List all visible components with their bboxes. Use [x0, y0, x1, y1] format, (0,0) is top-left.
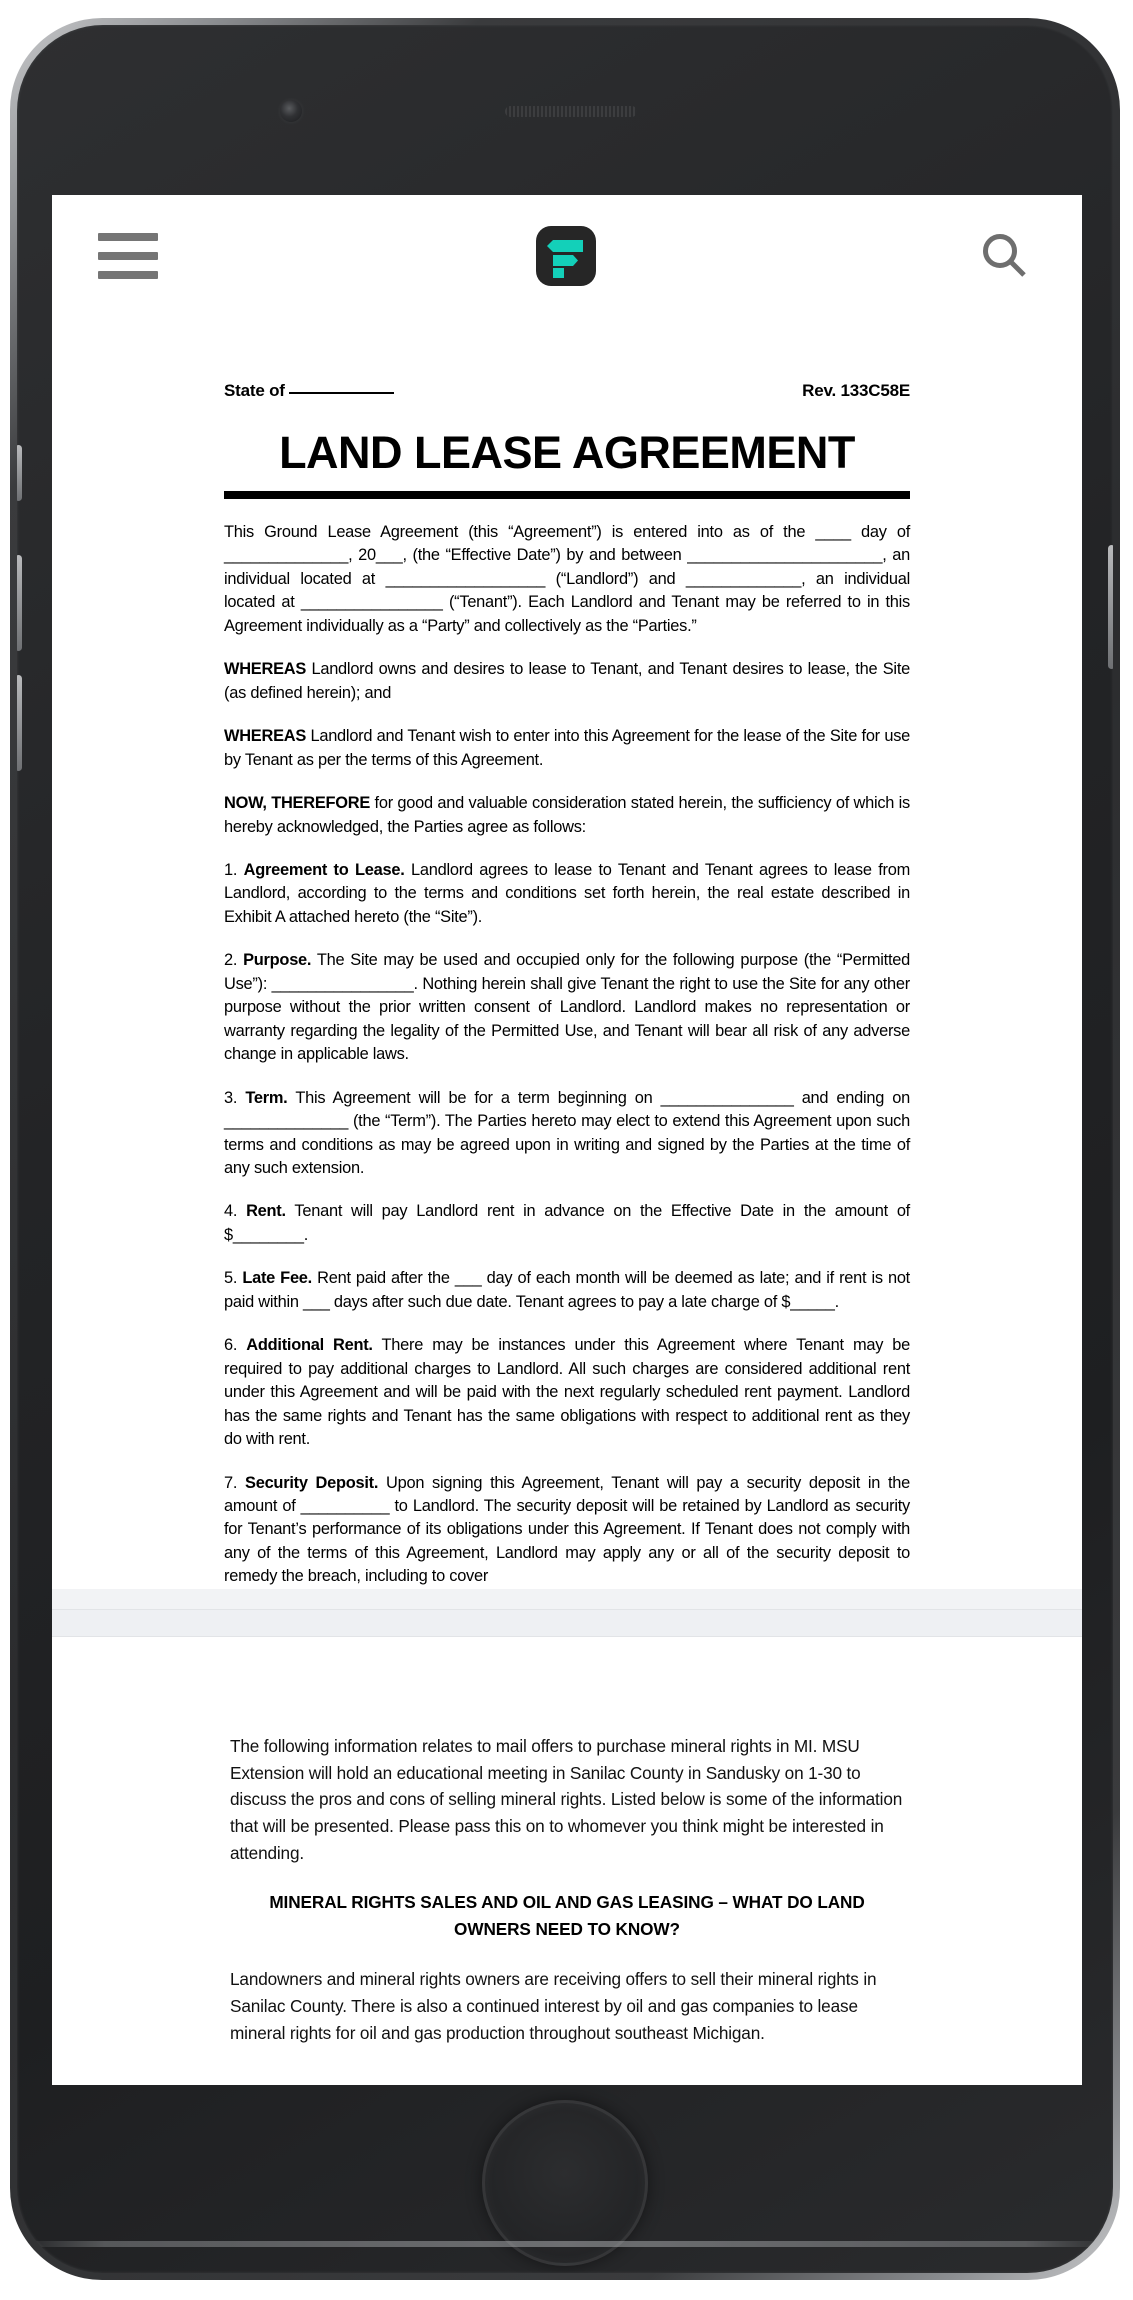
- section-2: [224, 949, 910, 1066]
- document-meta-row: [224, 381, 910, 401]
- section-4-heading: Rent.: [246, 1202, 286, 1221]
- title-divider: [224, 491, 910, 499]
- page-break-gap: [52, 1609, 1082, 1637]
- whereas-2-label: WHEREAS: [224, 727, 307, 746]
- app-header: [52, 195, 1082, 317]
- document-scroll-area[interactable]: [52, 317, 1082, 2085]
- logo-bar-middle: [553, 255, 578, 266]
- section-3: [224, 1087, 910, 1181]
- document-body: [224, 521, 910, 1589]
- document-page-1: [52, 317, 1082, 1589]
- earpiece-speaker: [505, 106, 637, 117]
- section-1-heading: Agreement to Lease.: [243, 860, 405, 879]
- section-7: [224, 1472, 910, 1589]
- section-7-heading: Security Deposit.: [245, 1473, 379, 1492]
- section-6-heading: Additional Rent.: [246, 1336, 373, 1355]
- logo-bar-stem: [553, 268, 564, 278]
- state-of-blank: [289, 392, 394, 394]
- section-3-heading: Term.: [245, 1088, 288, 1107]
- section-6-number: 6.: [224, 1336, 238, 1355]
- whereas-1-label: WHEREAS: [224, 660, 307, 679]
- whereas-clause-1: [224, 658, 910, 705]
- page-title: LAND LEASE AGREEMENT: [279, 427, 855, 478]
- section-3-text: This Agreement will be for a term beginning on _______________ and ending on ______________ (the “Term”). The Parties hereto may elect to extend this Agreement upon such terms and conditions as may be agreed upon in writing and signed by the Parties at the time of any such extension.: [224, 1088, 911, 1177]
- section-4-number: 4.: [224, 1202, 238, 1221]
- now-therefore-label: NOW, THEREFORE: [224, 794, 371, 813]
- now-therefore-clause: [224, 792, 910, 839]
- section-3-number: 3.: [224, 1088, 238, 1107]
- section-4: [224, 1200, 910, 1247]
- hamburger-line-1: [98, 233, 158, 241]
- volume-down-button[interactable]: [17, 675, 22, 771]
- hamburger-line-3: [98, 271, 158, 279]
- section-6-text: There may be instances under this Agreement where Tenant may be required to pay additional charges to Landlord. All such charges are considered additional rent under this Agreement and will be paid with the next regularly scheduled rent payment. Landlord has the same rights and Tenant has the same obligations with respect to additional rent as they do with rent.: [224, 1336, 910, 1449]
- revision-code: Rev. 133C58E: [802, 381, 910, 400]
- section-1-number: 1.: [224, 860, 238, 879]
- whereas-1-text: Landlord owns and desires to lease to Tenant, and Tenant desires to lease, the Site (as defined herein); and: [224, 660, 910, 702]
- silent-switch[interactable]: [17, 445, 22, 501]
- section-5: [224, 1267, 910, 1314]
- hamburger-menu-icon[interactable]: [98, 233, 158, 279]
- section-2-number: 2.: [224, 951, 238, 970]
- intro-paragraph: This Ground Lease Agreement (this “Agreement”) is entered into as of the ____ day of ______________, 20___, (the “Effective Date”) by and between ______________________, an individual located at __________________ (“Landlord”) and _____________, an individual located at ________________ (“Tenant”). Each Landlord and Tenant may be referred to in this Agreement individually as a “Party” and collectively as the “Parties.”: [224, 523, 910, 635]
- section-7-text: Upon signing this Agreement, Tenant will pay a security deposit in the amount of __________ to Landlord. The security deposit will be retained by Landlord as security for Tenant’s performance of its obligations under this Agreement. If Tenant does not comply with any of the terms of this Agreement, Landlord may apply any or all of the security deposit to remedy the breach, including to cover: [224, 1473, 910, 1586]
- section-1: [224, 859, 910, 929]
- document-page-2: [52, 1637, 1082, 2085]
- mineral-body-paragraph: Landowners and mineral rights owners are receiving offers to sell their mineral rights in Sanilac County. There is also a continued interest by oil and gas companies to lease mineral rights for oil and gas production throughout southeast Michigan.: [230, 1969, 877, 2043]
- state-of-label: State of: [224, 381, 285, 400]
- phone-screen: [52, 195, 1082, 2085]
- section-5-heading: Late Fee.: [242, 1269, 312, 1288]
- logo-bar-top: [547, 240, 583, 252]
- state-of-field: [224, 381, 394, 401]
- section-2-heading: Purpose.: [243, 951, 312, 970]
- section-2-text: The Site may be used and occupied only for the following purpose (the “Permitted Use”): ________________. Nothing herein shall give Tenant the right to use the Site for any other purpose without the prior written consent of Landlord. Landlord makes no representation or warranty regarding the legality of the Permitted Use, and Tenant will bear all risk of any adverse change in applicable laws.: [224, 951, 910, 1064]
- section-7-number: 7.: [224, 1473, 238, 1492]
- section-6: [224, 1334, 910, 1451]
- section-4-text: Tenant will pay Landlord rent in advance on the Effective Date in the amount of $________.: [224, 1202, 910, 1244]
- section-1-text: Landlord agrees to lease to Tenant and Tenant agrees to lease from Landlord, according to the terms and conditions set forth herein, the real estate described in Exhibit A attached hereto (the “Site”).: [224, 860, 911, 926]
- volume-up-button[interactable]: [17, 555, 22, 651]
- mineral-intro-paragraph: The following information relates to mail offers to purchase mineral rights in MI. MSU Extension will hold an educational meeting in Sanilac County in Sandusky on 1-30 to discuss the pros and cons of selling mineral rights. Listed below is some of the information that will be presented. Please pass this on to whomever you think might be interested in attending.: [230, 1735, 903, 1864]
- now-therefore-text: for good and valuable consideration stated herein, the sufficiency of which is hereby acknowledged, the Parties agree as follows:: [224, 794, 910, 836]
- hamburger-line-2: [98, 252, 158, 260]
- section-5-text: Rent paid after the ___ day of each month will be deemed as late; and if rent is not paid within ___ days after such due date. Tenant agrees to pay a late charge of $_____.: [224, 1269, 910, 1311]
- mineral-rights-heading: MINERAL RIGHTS SALES AND OIL AND GAS LEASING – WHAT DO LAND OWNERS NEED TO KNOW?: [269, 1891, 865, 1939]
- formswift-f-logo[interactable]: [536, 226, 596, 286]
- bottom-chin-highlight: [17, 2241, 1113, 2247]
- phone-outer-frame: [10, 18, 1120, 2280]
- whereas-clause-2: [224, 725, 910, 772]
- section-5-number: 5.: [224, 1269, 238, 1288]
- front-camera: [280, 100, 302, 122]
- phone-body: [17, 25, 1113, 2273]
- search-icon[interactable]: [974, 225, 1036, 287]
- power-button[interactable]: [1108, 545, 1113, 669]
- whereas-2-text: Landlord and Tenant wish to enter into this Agreement for the lease of the Site for use by Tenant as per the terms of this Agreement.: [224, 727, 910, 769]
